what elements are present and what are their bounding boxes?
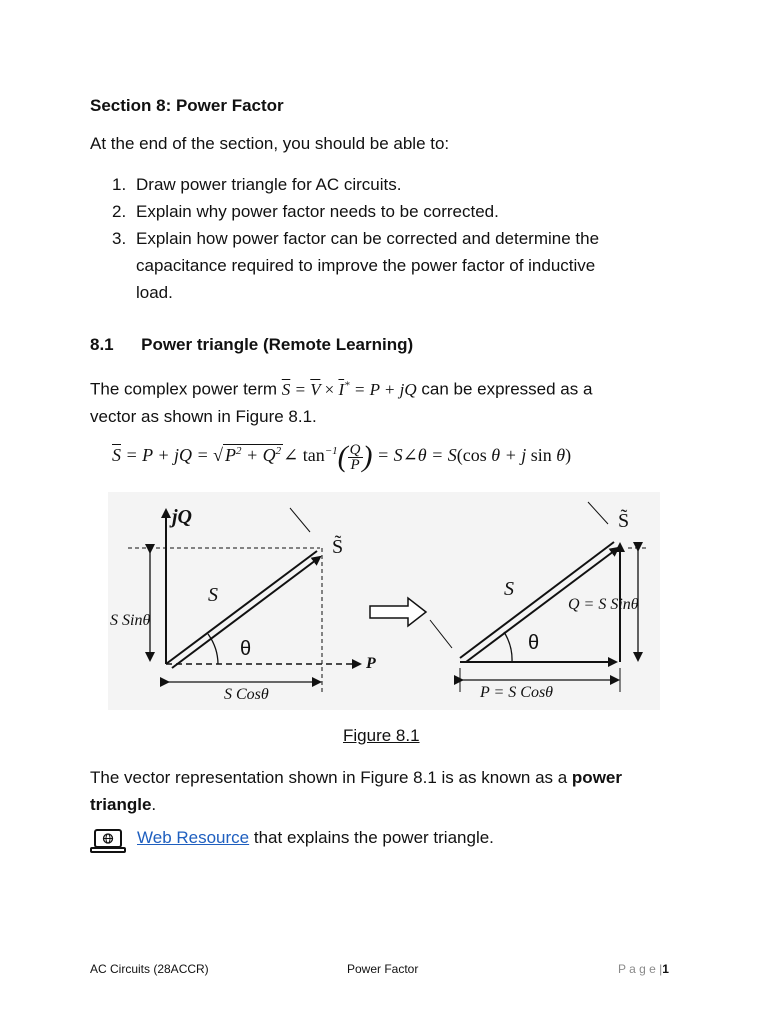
- para2-bold-triangle: triangle: [90, 795, 152, 814]
- label-p-eq: P = S Cosθ: [480, 684, 554, 701]
- subsection-number: 8.1: [90, 335, 114, 354]
- figure-8-1: [108, 492, 660, 710]
- subsection-heading: [90, 335, 413, 355]
- subsection-title: Power triangle (Remote Learning): [141, 335, 414, 354]
- objective-item: [112, 171, 672, 198]
- web-resource-line: [137, 828, 494, 848]
- label-jq: jQ: [172, 506, 192, 528]
- para1-text-line2: vector as shown in Figure 8.1.: [90, 406, 317, 426]
- objective-continuation: [112, 279, 672, 306]
- objective-text: load.: [136, 283, 173, 302]
- objective-text: Explain how power factor can be corrected and determine the: [136, 229, 600, 248]
- objectives-list: [112, 171, 672, 306]
- label-p-axis: P: [366, 655, 376, 672]
- web-resource-link[interactable]: Web Resource: [137, 828, 250, 847]
- para1-text-after: can be expressed as a: [416, 379, 593, 399]
- intro-text: At the end of the section, you should be able to:: [90, 134, 450, 153]
- footer-page: [618, 962, 669, 976]
- objective-number: 3.: [112, 229, 127, 248]
- laptop-globe-icon: [90, 826, 120, 856]
- footer-page-sep: |: [659, 962, 663, 976]
- para2-period: .: [151, 795, 157, 814]
- figure-caption: Figure 8.1: [343, 726, 420, 745]
- footer-page-number: 1: [662, 962, 669, 976]
- objective-item: [112, 225, 672, 252]
- label-s-tilde-left: S̃: [332, 536, 344, 558]
- objective-text: Explain why power factor needs to be corrected.: [136, 202, 499, 221]
- section-title: Section 8: Power Factor: [90, 96, 284, 115]
- objective-item: [112, 198, 672, 225]
- para2-bold-power: power: [571, 768, 622, 787]
- footer-topic: Power Factor: [347, 962, 419, 976]
- display-equation: $\overline{S} = P$ + jQ = √ $P^2 + Q^2$ ∠ $\tan^{-1}$( $\frac{Q}{P}$ ) = S∠θ = S(cos θ + j sin θ): [112, 440, 572, 473]
- paragraph-power-triangle: [90, 764, 690, 818]
- footer-page-label: P a g e: [618, 962, 656, 976]
- label-theta-left: θ: [240, 638, 252, 660]
- label-s-left: S: [208, 584, 218, 606]
- web-resource-text: that explains the power triangle.: [249, 828, 494, 847]
- inline-formula: $\overline{S} = \overline{V} \times \overline{I}^* = P$ + jQ: [281, 379, 417, 399]
- label-ssin: S Sinθ: [110, 612, 151, 629]
- label-s-tilde-right: S̃: [618, 510, 630, 532]
- para1-text-before: The complex power term: [90, 379, 282, 399]
- label-s-right: S: [504, 578, 514, 600]
- label-q-eq: Q = S Sinθ: [568, 596, 639, 613]
- para2-text: The vector representation shown in Figure 8.1 is as known as a: [90, 768, 572, 787]
- label-theta-right: θ: [528, 632, 540, 654]
- objective-continuation: [112, 252, 672, 279]
- objective-number: 2.: [112, 202, 127, 221]
- footer-course: AC Circuits (28ACCR): [90, 962, 209, 976]
- objective-number: 1.: [112, 175, 127, 194]
- label-scos: S Cosθ: [224, 686, 269, 703]
- paragraph-complex-power: [90, 372, 690, 430]
- objective-text: capacitance required to improve the power factor of inductive: [136, 256, 596, 275]
- objective-text: Draw power triangle for AC circuits.: [136, 175, 402, 194]
